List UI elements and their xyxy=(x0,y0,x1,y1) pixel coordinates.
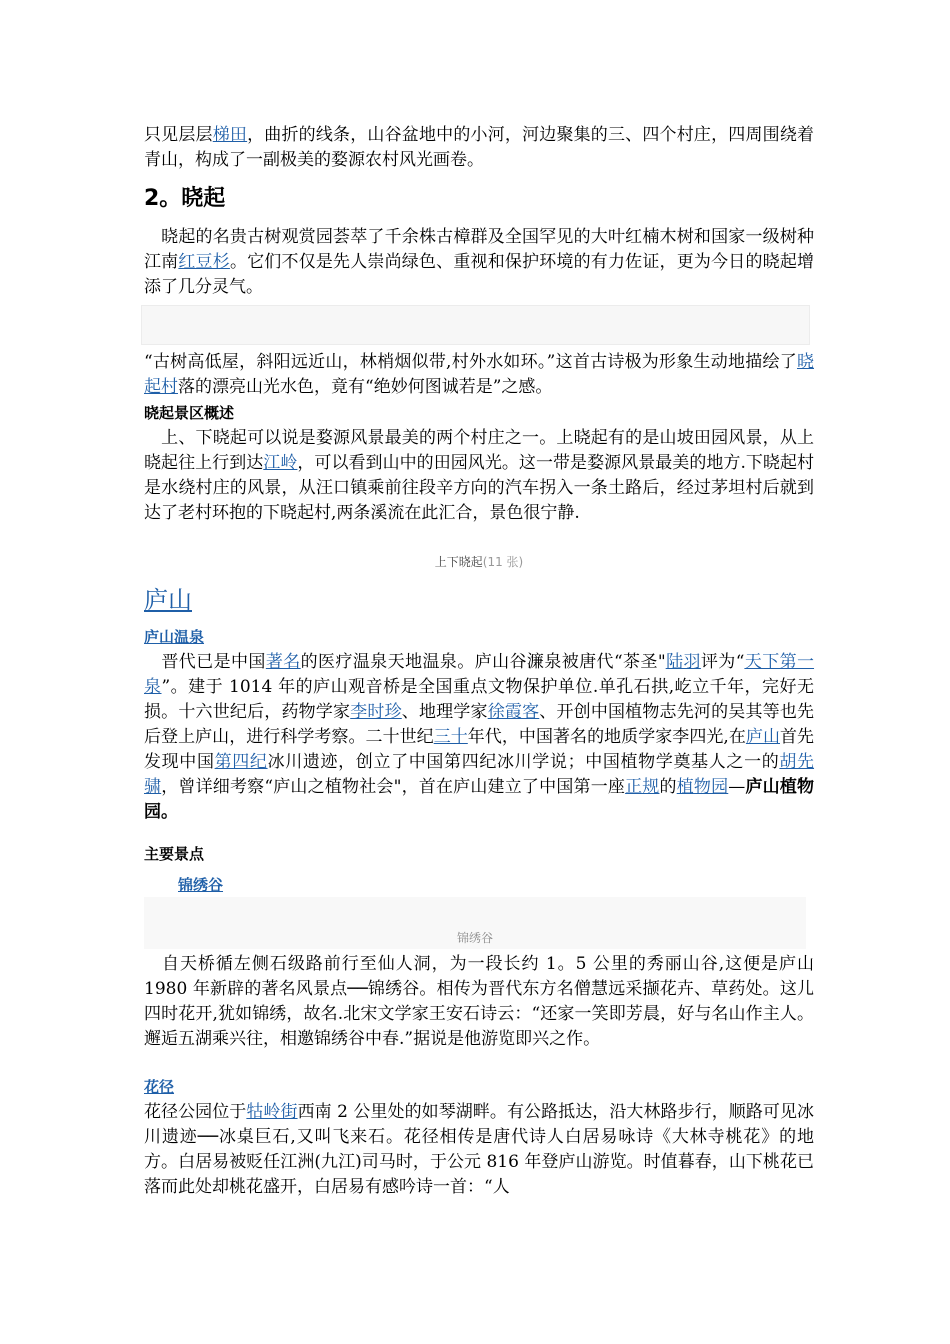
bold-text: 庐山植物园。 xyxy=(144,777,815,822)
text: 年代，中国著名的地质学家李四光,在 xyxy=(467,727,746,747)
paragraph-overview xyxy=(144,426,814,526)
text: ，曾详细考察“庐山之植物社会"，首在庐山建立了中国第一座 xyxy=(161,777,626,797)
link-first-spring[interactable]: 天下第一泉 xyxy=(144,652,815,697)
text: 、地理学家 xyxy=(401,702,488,722)
text: 冰川遗迹，创立了中国第四纪冰川学说；中国植物学奠基人之一的 xyxy=(267,752,780,772)
hotspring-heading-link[interactable]: 庐山温泉 xyxy=(144,628,205,646)
link-botanical-garden[interactable]: 植物园 xyxy=(676,777,729,797)
text: ，曲折的线条，山谷盆地中的小河，河边聚集的三、四个村庄，四周围绕着青山，构成了一副极美的婺源农村风光画卷。 xyxy=(144,125,815,170)
text: 的医疗温泉天地温泉。庐山谷濂泉被唐代“茶圣" xyxy=(300,652,666,672)
paragraph-huajing xyxy=(144,1100,814,1200)
paragraph-jinxiugu xyxy=(144,952,814,1052)
link-famous[interactable]: 著名 xyxy=(265,652,301,672)
paragraph-poem xyxy=(144,350,814,400)
photo-count: (11 张) xyxy=(482,555,524,569)
link-guling-street[interactable]: 牯岭街 xyxy=(246,1102,298,1122)
text: “古树高低屋，斜阳远近山，林梢烟似带,村外水如环。”这首古诗极为形象生动地描绘了 xyxy=(144,352,797,372)
text: 只见层层 xyxy=(144,125,213,145)
text: — xyxy=(728,777,746,797)
link-formal[interactable]: 正规 xyxy=(625,777,660,797)
image-placeholder xyxy=(141,305,810,345)
text: 。它们不仅是先人崇尚绿色、重视和保护环境的有力佐证，更为今日的晓起增添了几分灵气。 xyxy=(144,252,815,297)
paragraph-ancient-trees xyxy=(144,225,814,300)
text: 首先发现中国 xyxy=(144,727,815,772)
huajing-heading-wrap xyxy=(144,1076,814,1098)
caption-text: 上下晓起 xyxy=(434,555,483,569)
jinxiugu-heading-wrap xyxy=(178,874,848,896)
link-xiaoqi-village[interactable]: 晓起村 xyxy=(144,352,814,397)
main-spots-heading: 主要景点 xyxy=(144,845,205,863)
text: 落的漂亮山光水色，竟有“绝妙何图诚若是”之感。 xyxy=(178,377,553,397)
text: 上、下晓起可以说是婺源风景最美的两个村庄之一。上晓起有的是山坡田园风景，从上晓起往上行到达 xyxy=(144,428,814,473)
text: 自天桥循左侧石级路前行至仙人洞，为一段长约 1。5 公里的秀丽山谷,这便是庐山 1980 年新辟的著名风景点──锦绣谷。相传为晋代东方名僧慧远采撷花卉、草药处。这儿四时花开,犹如锦绣，故名.北宋文学家王安石诗云：“还家一笑即芳晨，好与名山作主人。邂逅五湖乘兴往，相邀锦绣谷中春.”据说是他游览即兴之作。 xyxy=(144,954,814,1049)
text: 晋代已是中国 xyxy=(144,652,266,672)
jinxiugu-link[interactable]: 锦绣谷 xyxy=(178,876,224,894)
paragraph-hotspring xyxy=(144,650,814,825)
text: 的 xyxy=(659,777,677,797)
image-caption-xiaoqi[interactable] xyxy=(144,553,814,570)
paragraph-terraces xyxy=(144,123,814,173)
text: ”。建于 1014 年的庐山观音桥是全国重点文物保护单位.单孔石拱,屹立千年，完好无损。十六世纪后，药物学家 xyxy=(144,677,815,722)
link-lushan[interactable]: 庐山 xyxy=(745,727,780,747)
text: 、开创中国植物志先河的吴其等也先后登上庐山，进行科学考察。二十世纪 xyxy=(144,702,815,747)
text: 晓起的名贵古树观赏园荟萃了千余株古樟群及全国罕见的大叶红楠木树和国家一级树种江南 xyxy=(144,227,814,272)
link-terraces[interactable]: 梯田 xyxy=(212,125,248,145)
overview-heading: 晓起景区概述 xyxy=(144,404,235,422)
link-luyu[interactable]: 陆羽 xyxy=(665,652,701,672)
link-yew[interactable]: 红豆杉 xyxy=(178,252,230,272)
text: 评为“ xyxy=(700,652,745,672)
link-lishizhen[interactable]: 李时珍 xyxy=(350,702,402,722)
link-jiangling[interactable]: 江岭 xyxy=(263,453,298,473)
link-huxiansu[interactable]: 胡先骕 xyxy=(144,752,815,797)
text: 西南 2 公里处的如琴湖畔。有公路抵达，沿大林路步行，顺路可见冰川遗迹──冰桌巨石,又叫飞来石。花径相传是唐代诗人白居易咏诗《大林寺桃花》的地方。白居易被贬任江洲(九江)司马时，于公元 816 年登庐山游览。时值暮春，山下桃花已落而此处却桃花盛开，白居易有感吟诗一首：“人 xyxy=(144,1102,815,1197)
image-caption-jinxiugu: 锦绣谷 xyxy=(456,931,493,945)
huajing-link[interactable]: 花径 xyxy=(144,1078,175,1096)
link-thirties[interactable]: 三十 xyxy=(433,727,468,747)
lushan-heading-link[interactable]: 庐山 xyxy=(144,586,192,614)
link-xuxiake[interactable]: 徐霞客 xyxy=(487,702,540,722)
link-quaternary[interactable]: 第四纪 xyxy=(214,752,268,772)
lushan-heading-wrap xyxy=(144,584,814,616)
section-heading-xiaoqi: 2。晓起 xyxy=(144,186,226,211)
text: 花径公园位于 xyxy=(144,1102,247,1122)
text: ，可以看到山中的田园风光。这一带是婺源风景最美的地方.下晓起村是水绕村庄的风景，从汪口镇乘前往段辛方向的汽车拐入一条土路后，经过茅坦村后就到达了老村环抱的下晓起村,两条溪流在此汇合，景色很宁静. xyxy=(144,453,815,523)
hotspring-heading-wrap xyxy=(144,626,814,648)
